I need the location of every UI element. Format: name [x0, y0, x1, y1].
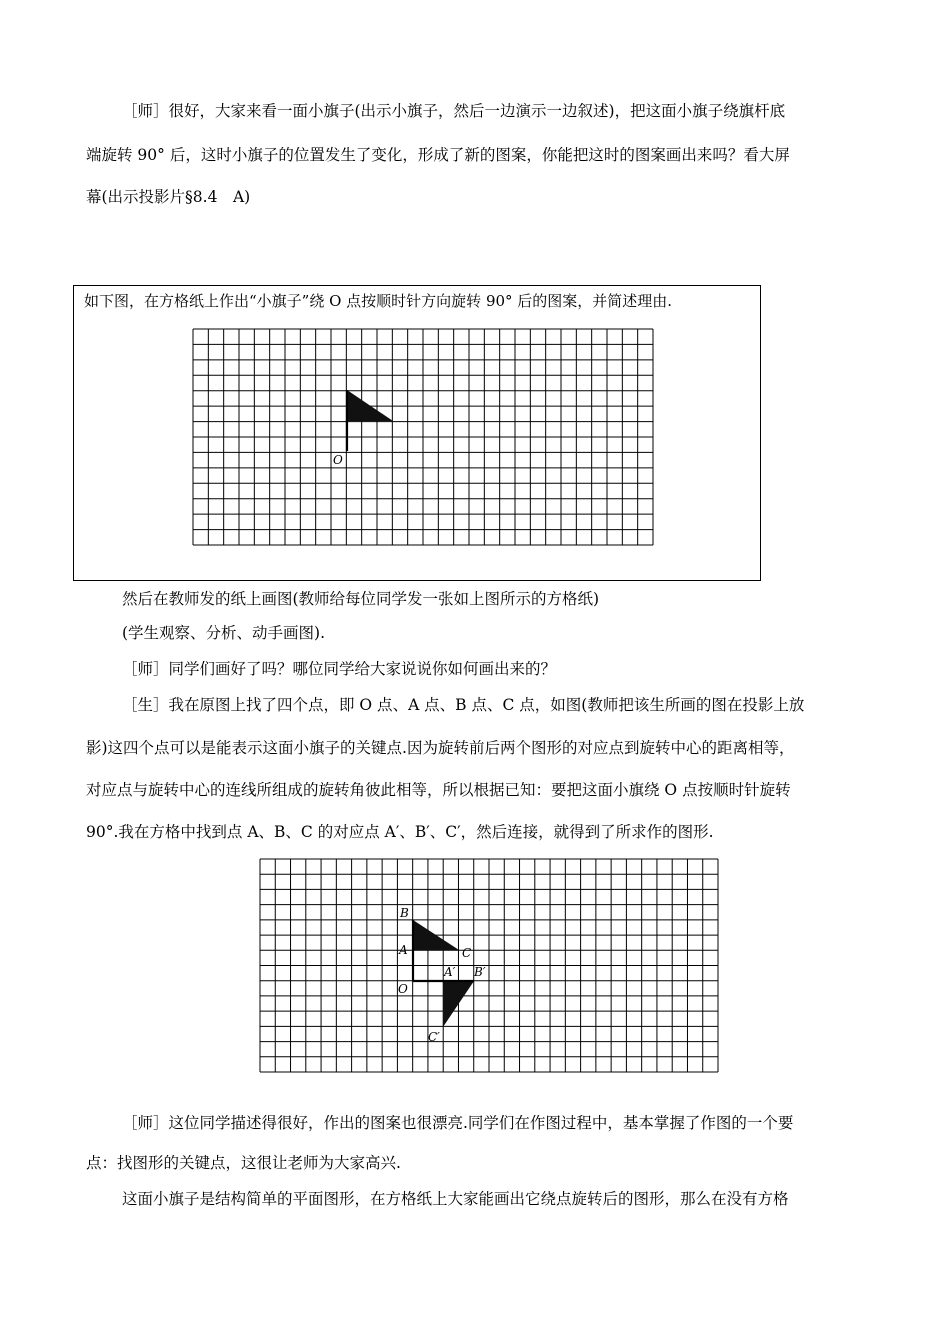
problem-text: 如下图，在方格纸上作出“小旗子”绕 O 点按顺时针方向旋转 90° 后的图案，并简述理由.: [84, 292, 673, 310]
label-o-1: O: [333, 453, 343, 467]
para5-line2: 影)这四个点可以是能表示这面小旗子的关键点.因为旋转前后两个图形的对应点到旋转中心的距离相等，: [86, 739, 795, 757]
para2: 然后在教师发的纸上画图(教师给每位同学发一张如上图所示的方格纸): [122, 590, 600, 608]
grid-figure-2: [260, 859, 720, 1074]
label-c: C: [462, 946, 472, 960]
label-b: B: [400, 906, 409, 920]
label-a-prime: A′: [444, 965, 456, 979]
para5-line3: 对应点与旋转中心的连线所组成的旋转角彼此相等，所以根据已知：要把这面小旗绕 O 点按顺时针旋转: [86, 781, 791, 799]
label-a: A: [399, 943, 408, 957]
para1-line1: ［师］很好，大家来看一面小旗子(出示小旗子，然后一边演示一边叙述)，把这面小旗子绕旗杆底: [122, 102, 786, 120]
label-b-prime: B′: [474, 965, 486, 979]
para1-line3: 幕(出示投影片§8.4 A): [86, 188, 251, 206]
label-o-2: O: [398, 982, 408, 996]
label-c-prime: C′: [428, 1030, 440, 1044]
para6-line1: ［师］这位同学描述得很好，作出的图案也很漂亮.同学们在作图过程中，基本掌握了作图的一个要: [122, 1114, 794, 1132]
flag-original: [347, 390, 393, 421]
para5-line1: ［生］我在原图上找了四个点，即 O 点、A 点、B 点、C 点，如图(教师把该生所画的图在投影上放: [122, 696, 805, 714]
grid-figure-1: [193, 329, 653, 547]
para1-line2: 端旋转 90° 后，这时小旗子的位置发生了变化，形成了新的图案，你能把这时的图案画出来吗？看大屏: [86, 146, 790, 164]
para5-line4: 90°.我在方格中找到点 A、B、C 的对应点 A′、B′、C′，然后连接，就得到了所求作的图形.: [86, 823, 714, 841]
para4: ［师］同学们画好了吗？哪位同学给大家说说你如何画出来的？: [122, 660, 557, 678]
para6-line2: 点：找图形的关键点，这很让老师为大家高兴.: [86, 1154, 401, 1172]
para3: (学生观察、分析、动手画图).: [122, 624, 326, 642]
para7: 这面小旗子是结构简单的平面图形，在方格纸上大家能画出它绕点旋转后的图形，那么在没有方格: [122, 1190, 789, 1208]
